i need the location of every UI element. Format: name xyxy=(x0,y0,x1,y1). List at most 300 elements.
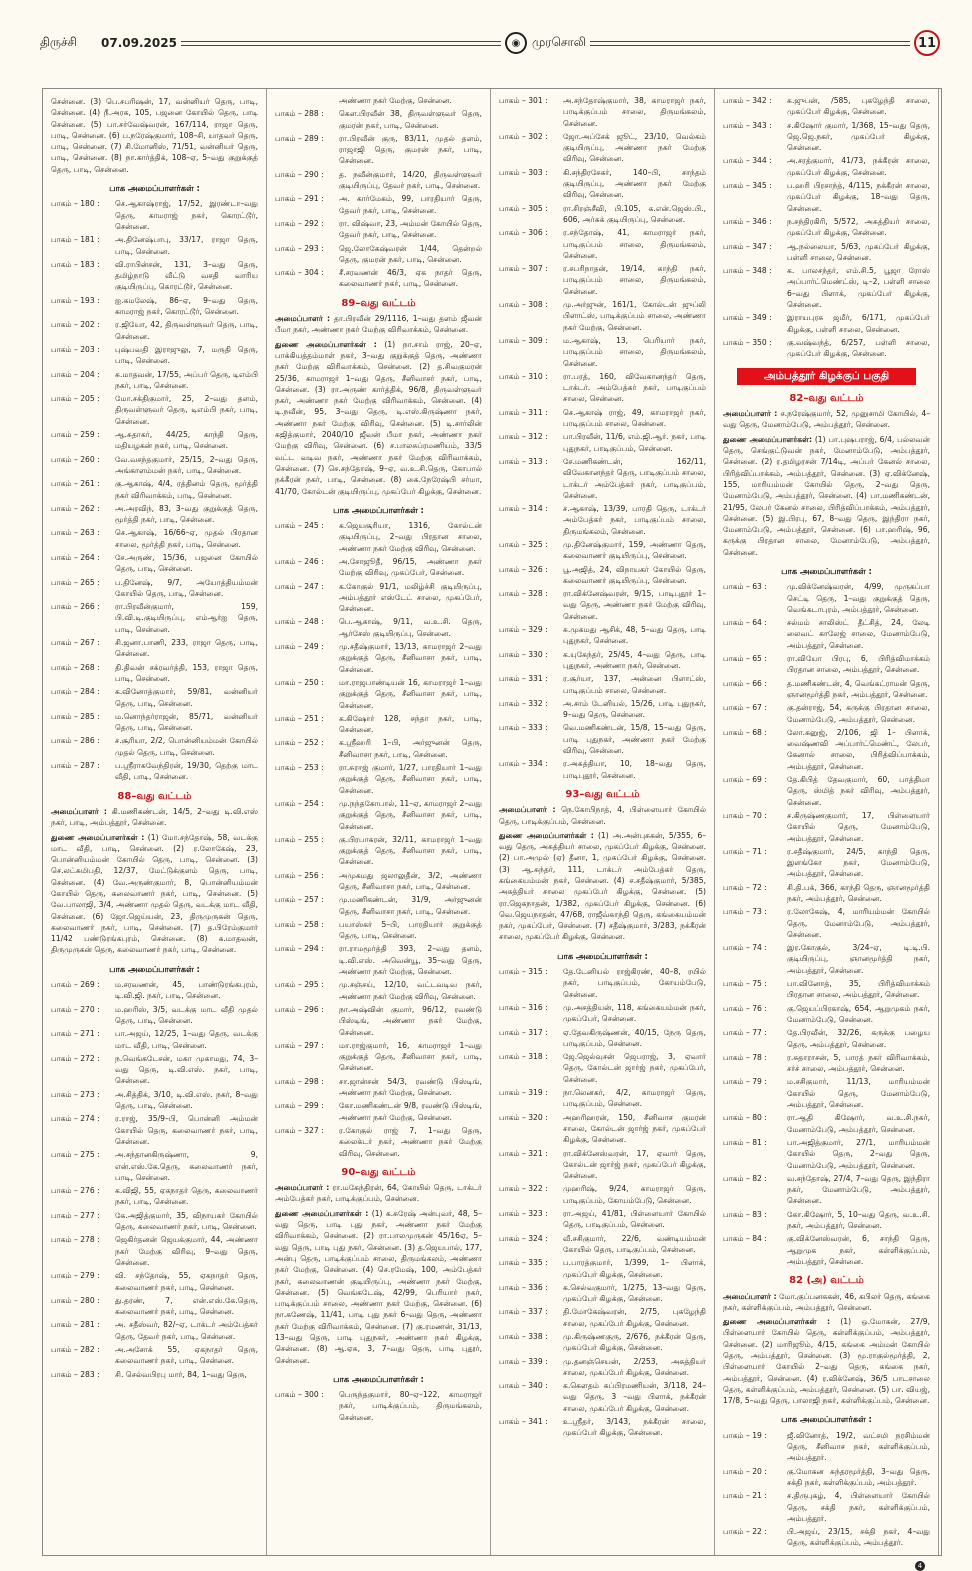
booth-organiser: பயாஸ்கர் 5–பி, பாரதியார் குறுக்குத் தெரு, பாடி, சென்னை. xyxy=(339,919,482,941)
booth-entry xyxy=(275,798,482,832)
booth-organiser: அ.சாம் டேனியல், 15/26, பாடி புதுநகர், 9–வது தெரு, சென்னை. xyxy=(563,698,706,720)
booth-number: பாகம் – 66 : xyxy=(723,678,767,688)
booth-number: பாகம் – 291 : xyxy=(275,194,324,204)
booth-entry xyxy=(499,131,706,165)
booth-entry xyxy=(499,1148,706,1182)
booth-entry xyxy=(275,218,482,241)
paragraph-text: (1) பா.புஷபராஜ், 6/4, பல்லவன் தெரு, செங்குட்டுவன் நகர், மேனாம்பேடு, அம்பத்தூர், சென்னை. (2) ர.தமிழரசன் 7/14டி, அப்பர் கேனல் சாலை, பிரித்விப்பாக்கம், அம்பத்தூர், சென்னை. (3) ஏ.விக்னேஷ், 155, மாரியம்மன் கோயில் தெரு, 2–வது தெரு, மேனாம்பேடு, அம்பத்தூர், சென்னை. (4) பா.மணிகண்டன், 21/95, லேபர் கேனல் சாலை, பிரித்விப்பாக்கம், அம்பத்தூர், சென்னை. (5) இ.பிரபு, 67, 8–வது தெரு, இந்திரா நகர், மேனாம்பேடு, அம்பத்தூர், சென்னை. (6) பா.ஹரிஷ், 96, கருக்கு பிரதான சாலை, மேனாம்பேடு, அம்பத்தூர், சென்னை. xyxy=(723,434,931,557)
booth-entry xyxy=(51,259,258,293)
booth-organiser: ச.கிருஷ்ணகுமார், 17, பிள்ளையார் கோயில் தெரு, மேனாம்பேடு, அம்பத்தூர், சென்னை. xyxy=(787,810,930,843)
role-label: துணை அமைப்பாளர்கள் : xyxy=(275,1208,369,1218)
page-number-badge: 11 xyxy=(914,30,940,56)
masthead-rule xyxy=(181,41,501,46)
booth-organiser: லோ.கனுஜ், 2/106, ஜி 1– பிளாக், வைஷ்ணவி அப்பார்ட்மெண்ட், லேபர், கேனால் சாலை, பிரித்விப்பாக்கம், அம்பத்தூர், சென்னை. xyxy=(787,727,930,771)
booth-number: பாகம் – 296 : xyxy=(275,1004,324,1014)
booth-number: பாகம் – 258 : xyxy=(275,919,324,929)
booth-entry xyxy=(275,834,482,868)
booth-organiser: சு.மாதவன், 17/55, அப்பர் தெரு, டிஎம்பி நகர், பாடி, சென்னை. xyxy=(115,369,258,390)
booth-number: பாகம் – 247 : xyxy=(275,581,324,591)
booth-entry xyxy=(723,120,930,154)
booth-number: பாகம் – 77 : xyxy=(723,1028,767,1038)
booth-entry xyxy=(723,1112,930,1135)
booth-organiser: பூ.அஜித், 24, விநாயகர் கோயில் தெரு, கலைவாணர் குடியிருப்பு, சென்னை. xyxy=(563,564,706,585)
booth-entry xyxy=(723,1137,930,1171)
booth-organiser: பி.அஜய், 23/15, சக்தி நகர், 4–வது தெரு, கள்ளிக்குப்பம், அம்பத்தூர். xyxy=(787,1527,930,1548)
column-1 xyxy=(43,89,267,1555)
ward-heading: 82 (அ) வட்டம் xyxy=(789,1275,864,1287)
booth-entry xyxy=(51,527,258,550)
booth-entry xyxy=(51,1149,258,1183)
booth-entry xyxy=(499,263,706,297)
booth-number: பாகம் – 349 : xyxy=(723,313,772,323)
booth-entry xyxy=(499,1356,706,1379)
booth-entry xyxy=(275,979,482,1002)
booth-entry xyxy=(723,810,930,844)
booth-number: பாகம் – 254 : xyxy=(275,798,324,808)
booth-entry xyxy=(275,713,482,736)
booth-number: பாகம் – 318 : xyxy=(499,1052,548,1062)
booth-number: பாகம் – 323 : xyxy=(499,1209,548,1219)
booth-organiser: ம.சசிகுமார், 11/13, மாரியம்மன் கோயில் தெரு, மேனாம்பேடு, அம்பத்தூர், சென்னை. xyxy=(787,1077,930,1110)
booth-number: பாகம் – 246 : xyxy=(275,556,324,566)
paragraph-text: (1) மோ.சந்தோஷ், 58, வடக்கு மாட வீதி, பாடி, சென்னை. (2) ர.லோகேஷ், 23, பொன்னியம்மன் கோயில் தெரு, பாடி, சென்னை. (3) செ.லட்சுமிபதி, 12/37, மேட்டுக்குளம் தெரு, பாடி, சென்னை. (4) வே.அருண்குமார், 8, பொன்னியம்மன் கோயில் தெரு, கலைவாணர் நகர், பாடி, சென்னை. (5) வே.பாலாஜி, 3/4, அண்ணா முதல் தெரு, வடக்கு மாட வீதி, சென்னை. (6) ஜோ.ஜெய்யன், 23, திருமுருகன் தெரு, கலைவாணர் நகர், பாடி, சென்னை. (7) த.பிரேம்குமார் 11/42 பண்டுரங்கபுரம், சென்னை. (8) க.மாதவன், திருமுருகன் தெரு, கலைவாணர் நகர், பாடி, சென்னை. xyxy=(51,832,259,955)
booth-number: பாகம் – 180 : xyxy=(51,199,100,209)
booth-entry xyxy=(275,133,482,167)
booth-organiser: சு.ஜுபன், /585, புகழேந்தி சாலை, முகப்பேர் கிழக்கு, சென்னை. xyxy=(787,96,930,117)
booth-entry xyxy=(723,241,930,264)
booth-organiser: ஐ.கமலேஷ், 86–ஏ, 9–வது தெரு, காமராஜ் நகர், கொரட்டூர், சென்னை. xyxy=(115,295,258,317)
booth-organiser: பா.அஜித்குமார், 27/1, மாரியம்மன் கோயில் தெரு, 2–வது தெரு, மேனாம்பேடு, அம்பத்தூர், சென்னை. xyxy=(787,1137,930,1170)
booth-entry xyxy=(499,1027,706,1050)
booth-organiser: ர.லோகேஷ், 4, மாரியம்மன் கோயில் தெரு, மேனாம்பேடு, அம்பத்தூர், சென்னை. xyxy=(787,907,930,939)
booth-number: பாகம் – 339 : xyxy=(499,1356,548,1366)
booth-number: பாகம் – 285 : xyxy=(51,711,100,721)
booth-entry xyxy=(275,641,482,675)
paragraph-text: சென்னை. (3) பெ.சபரிஷன், 17, வன்னியர் தெரு, பாடி, சென்னை. (4) நீ.அரசு, 105, பஜனை கோயில் தெரு, பாடி சென்னை. (5) பா.சர்வேஷ்வரன், 167/114, ராஜா தெரு, பாடி, சென்னை. (6) ப.நரேஷ்குமார், 108–சி, யாதவர் தெரு, பாடி, சென்னை. (7) சி.மோனிஸ், 71/51, வன்னியர் தெரு, பாடி, சென்னை. (8) நா.கார்த்திக், 108–ஏ, 5–வது குறுக்குத் தெரு, பாடி, சென்னை. xyxy=(51,97,258,174)
booth-organiser: கோ.கிஷோர், 5, 10–வது தெரு, வ.உ.சி. நகர், அம்பத்தூர், சென்னை. xyxy=(787,1209,930,1231)
booth-number: பாகம் – 332 : xyxy=(499,698,548,708)
booth-entry xyxy=(723,1173,930,1207)
booth-number: பாகம் – 268 : xyxy=(51,662,100,672)
booth-entry xyxy=(275,581,482,615)
booth-number: பாகம் – 335 : xyxy=(499,1258,548,1268)
booth-organiser: ரா.பிரவீன்குமார், 159, பி.வி.டி.குடியிருப்பு, எம்ஆர்ஐ தெரு, பாடி, சென்னை. xyxy=(115,602,258,634)
booth-number: பாகம் – 65 : xyxy=(723,654,767,664)
booth-organiser: ச.ஆகாஷ், 13/39, பாரதி தெரு, டாக்டர் அம்பேத்கர் நகர், பாடிகுப்பம் சாலை, திருமங்கலம், சென்னை. xyxy=(563,504,706,536)
booth-organiser: அ.அரவிந், 83, 3–வது குறுக்குத் தெரு, மூர்த்தி நகர், பாடி, சென்னை. xyxy=(115,503,258,525)
booth-organiser: ம.னொந்தர்ராஜன், 85/71, வன்னியர் தெரு, பாடி, சென்னை. xyxy=(115,711,258,733)
booth-organiser: சி.ஜனா.பாணி, 233, ராஜா தெரு, பாடி, சென்னை. xyxy=(115,638,258,659)
booth-number: பாகம் – 74 : xyxy=(723,943,767,953)
booth-entry xyxy=(499,1002,706,1025)
paragraph-text: (1) அ.அன்புசுகன், 5/355, 6–வது தெரு, அசுத்தியர் சாலை, முகப்பேர் கிழக்கு, சென்னை. (2) பா.அமுல் (ஏ) தீனா, 1, முகப்பேர் கிழக்கு, சென்னை. (3) ஆ.சுந்தர், 111, டாக்டர் அம்பேத்கர் தெரு, கங்கையம்மன் நகர், சென்னை. (4) ச.சதீஷ்குமார், 5/385, அசுத்தியர் சாலை முகப்பேர் கிழக்கு, சென்னை. (5) ரா.ஜெகநாதன், 1/382, முகப்பேர் கிழக்கு, சென்னை. (6) வெ.ஜெயநாதன், 47/68, ராஜீவ்காந்தி தெரு, கங்கையம்மன் நகர், முகப்பேர், சென்னை. (7) சதீஷ்குமார், 3/283, நக்கீரன் சாலை, முகப்பேர் கிழக்கு, சென்னை. xyxy=(499,830,707,942)
booth-number: பாகம் – 299 : xyxy=(275,1101,324,1111)
booth-number: பாகம் – 257 : xyxy=(275,895,324,905)
booth-number: பாகம் – 21 : xyxy=(723,1491,767,1501)
booth-organiser: ஜோ.அப்சேக் ஜூட், 23/10, வெல்கம் குடியிருப்பு, அண்ணா நகர் மேற்கு விரிவு, சென்னை. xyxy=(563,131,706,164)
booth-number: பாகம் – 347 : xyxy=(723,241,772,251)
booth-organiser: ர.சபரிநாதன், 19/14, காந்தி நகர், பாடிகுப்பம் சாலை, திருமங்கலம், சென்னை. xyxy=(563,264,706,296)
organiser-paragraph xyxy=(723,408,930,431)
booth-organiser: ர.ஜியோ, 42, திருவள்ளுவர் தெரு, பாடி, சென்னை. xyxy=(115,320,258,341)
role-label: அமைப்பாளர் : xyxy=(499,805,556,815)
organiser-paragraph xyxy=(51,96,258,175)
booth-entry xyxy=(499,1380,706,1414)
booth-entry xyxy=(51,979,258,1002)
booth-entry xyxy=(723,906,930,940)
booth-entry xyxy=(723,337,930,360)
booth-organiser: அ. சதீஸ்வர், 82/–ஏ, டாக்டர் அம்பேத்கர் தெரு, தேவர் நகர், பாடி, சென்னை. xyxy=(115,1320,258,1341)
booth-entry xyxy=(51,319,258,342)
booth-organiser: த.மணிகண்டன், 4, வெங்கட்ராமன் தெரு, ஞானமூர்த்தி நகர், அம்பத்தூர், சென்னை. xyxy=(787,678,930,699)
booth-organiser: நா.லெனகர், 4/2, காமராஜர் தெரு, பாடிகுப்பம், சென்னை. xyxy=(563,1088,706,1109)
booth-organiser: அஹரிஹரன், 150, சீனிவாச குமரன் சாலை, கோல்டன் ஜார்ஜ் நகர், முகப்பேர் கிழக்கு, சென்னை. xyxy=(563,1112,706,1145)
booth-number: பாகம் – 348 : xyxy=(723,266,772,276)
booth-entry xyxy=(51,478,258,501)
booth-number: பாகம் – 298 : xyxy=(275,1076,324,1086)
booth-entry xyxy=(275,169,482,192)
booth-entry xyxy=(51,1053,258,1087)
booth-entry xyxy=(723,216,930,239)
booth-entry xyxy=(275,762,482,796)
booth-number: பாகம் – 322 : xyxy=(499,1184,548,1194)
booth-number: பாகம் – 278 : xyxy=(51,1235,100,1245)
booth-number: பாகம் – 289 : xyxy=(275,133,324,143)
booth-entry xyxy=(499,673,706,696)
booth-entry xyxy=(275,1040,482,1074)
booth-organiser: பெருந்தகுமார், 80–ஏ–122, காமராஜர் நகர், பாடிக்குப்பம், திருமங்கலம், சென்னை. xyxy=(339,1390,482,1422)
booth-entry xyxy=(723,1209,930,1232)
booth-entry xyxy=(51,637,258,660)
booth-number: பாகம் – 328 : xyxy=(499,589,548,599)
booth-organiser: தி.மோகேஷ்வரன், 2/75, புகழேந்தி சாலை, முகப்பேர் கிழக்கு, சென்னை. xyxy=(563,1307,706,1328)
booth-organiser: தே.பிரவீன், 32/26, கருக்கு பழைய தெரு, அம்பத்தூர், சென்னை. xyxy=(787,1028,930,1049)
booth-entry xyxy=(51,1185,258,1208)
booth-entry xyxy=(499,1087,706,1110)
booth-number: பாகம் – 193 : xyxy=(51,295,100,305)
organiser-paragraph xyxy=(51,806,258,829)
booth-number: பாகம் – 76 : xyxy=(723,1003,767,1013)
booth-number: பாகம் – 344 : xyxy=(723,156,772,166)
booth-organiser: மு.சதீஷ்குமார், 13/13, காமராஜர் 2–வது குறுக்குத் தெரு, சீனிவாசா நகர், பாடி, சென்னை. xyxy=(339,642,482,674)
booth-organiser: கு.மோகன சுந்தரமூர்த்தி, 3–வது தெரு, சக்தி நகர், கள்ளிக்குப்பம், அம்பத்தூர். xyxy=(787,1466,930,1487)
booth-organiser: கோ.மணிகண்டன் 9/8, ரவண்டு பிஸ்டிங், அண்ணா நகர் மேற்கு, சென்னை. xyxy=(339,1101,482,1122)
booth-number: பாகம் – 68 : xyxy=(723,727,767,737)
booth-organiser: ரா.விக்னேஸ்வரன், 17, ஏவார் தெரு, கோல்டன் ஜார்ஜ் நகர், முகப்பேர் கிழக்கு, சென்னை. xyxy=(563,1148,706,1181)
booth-number: பாகம் – 297 : xyxy=(275,1040,324,1050)
booth-organiser: ந.சந்திரகிரி, 5/572, அசுத்தியர் சாலை, முகப்பேர் கிழக்கு, சென்னை. xyxy=(787,216,930,238)
booth-number: பாகம் – 81 : xyxy=(723,1137,767,1147)
booth-number: பாகம் – 341 : xyxy=(499,1417,548,1427)
corner-mark: 4 xyxy=(915,1561,925,1571)
booth-number: பாகம் – 75 : xyxy=(723,979,767,989)
booth-organiser: அ.சரத்குமார், 41/73, நக்கீரன் சாலை, முகப்பேர் கிழக்கு, சென்னை. xyxy=(787,156,930,177)
booth-entry xyxy=(275,1076,482,1099)
booth-organiser: க.வினோத்குமார், 59/81, வன்னியர் தெரு, பாடி, சென்னை. xyxy=(115,687,258,708)
booth-entry xyxy=(499,456,706,501)
booth-entry xyxy=(499,758,706,781)
article-body xyxy=(42,88,942,1570)
booth-entry xyxy=(499,588,706,622)
booth-number: பாகம் – 327 : xyxy=(275,1125,324,1135)
booth-organiser: செ.ஆகாஷ்ராஜ், 17/52, இரண்டா–வது தெரு, காமராஜ் நகர், கொரட்டூர், சென்னை. xyxy=(115,199,258,231)
booth-organiser: ரா.வியோ பிரபு, 6, பிரித்விமாக்கம் பிரதான சாலை, அம்பத்தூர், சென்னை. xyxy=(787,654,930,675)
ward-heading: 82–வது வட்டம் xyxy=(789,392,864,404)
booth-entry xyxy=(51,1004,258,1027)
booth-entry xyxy=(499,649,706,672)
booth-organiser: புஷ்பவதி இராஜுலு, 7, மருதி தெரு, பாடி, சென்னை. xyxy=(115,344,258,366)
booth-number: பாகம் – 274 : xyxy=(51,1114,100,1124)
booth-number: பாகம் – 314 : xyxy=(499,504,548,514)
booth-organiser: பெ.ஆகாஷ், 9/11, வ.உ.சி. தெரு, ஆர்சேஸ் குடியிருப்பு, சென்னை. xyxy=(339,617,482,638)
booth-organiser: அ. கார்மேகம், 99, பாரதியார் தெரு, தேவர் நகர், பாடி, சென்னை. xyxy=(339,194,482,215)
booth-entry xyxy=(723,653,930,676)
booth-organiser: மு.தினேஷ்குமார், 159, அண்ணா தெரு, கலைவாணர் குடியிருப்பு, சென்னை. xyxy=(563,539,706,561)
organiser-paragraph xyxy=(723,434,930,558)
paragraph-text: (1) நா.சாம் ராஜ், 20–ஏ, பாக்கியத்தம்மாள் நகர், 3–வது குறுக்குத் தெரு, அண்ணா நகர் மேற்கு விரிவாக்கம், சென்னை. (2) த.சிவகுமரன் 25/36, காமராஜர் 1–வது தெரு, சீனிவாசர் நகர், பாடி, சென்னை. (3) ரா.அருண் கார்த்திக், 96/8, திருவள்ளுவர் நகர், அண்ணா நகர் மேற்கு விரிவாக்கம், சென்னை. (4) டி.நவீன், 95, 3–வது தெரு, டி.எஸ்.கிருஷ்ணா நகர், அண்ணா நகர் மேற்கு விரிவு, சென்னை. (5) டி.சார்லின் சுஜித்குமார், 2040/10 ஜீவன் பீமா நகர், அண்ணா நகர் மேற்கு விரிவு, சென்னை. (6) ச.பாலசுப்ரமணியம், 33/5 வட்ட வடிவ நகர், அண்ணா நகர் மேற்கு விரிவாக்கம், சென்னை. (7) செ.சந்தோஷ், 9–ஏ, வ.உ.சி.தெரு, கோபால் நக்கீரன் நகர், பாடி, சென்னை. (8) கை.நேரேஷ்பி சர்மா, 41/70, கோல்டன் குடியிருப்பு, முகப்பேர் கிழக்கு, சென்னை. xyxy=(275,339,483,496)
booth-organiser: ச.சூரியா, 2/2, பொன்னியம்மன் கோயில் முதல் தெரு, பாடி, சென்னை. xyxy=(115,736,258,757)
booth-number: பாகம் – 205 : xyxy=(51,394,100,404)
booth-number: பாகம் – 202 : xyxy=(51,320,100,330)
booth-organiser: நா.அஷ்வின் குமார், 96/12, ரவண்டு பிஸ்டிங், அண்ணா நகர் மேற்கு, சென்னை. xyxy=(339,1004,482,1037)
booth-organiser: க.கௌதம் சுப்பிரமணியன், 3/118, 24–வது தெரு, 3 –வது பிளாக், நக்கீரன் சாலை, முகப்பேர் கிழக்கு, சென்னை. xyxy=(563,1381,706,1413)
booth-organiser: ரா.அஜய், 41/81, பிள்ளையார் கோயில் தெரு, பாடிகுப்பம், சென்னை. xyxy=(563,1209,706,1230)
booth-entry xyxy=(499,1331,706,1354)
booth-number: பாகம் – 303 : xyxy=(499,167,548,177)
role-label: துணை அமைப்பாளர்கள் : xyxy=(51,832,145,842)
booth-organiser: க.கிஷோர் 128, சந்தா நகர், பாடி, சென்னை. xyxy=(339,713,482,735)
booth-organiser: கு.பிரபாகரன், 32/11, காமராஜர் 1–வது குறுக்குத் தெரு, சீனிவாசா நகர், பாடி, சென்னை. xyxy=(339,834,482,867)
booth-organiser: வீ.சசிகுமார், 22/6, வண்டியம்மன் கோயில் தெரு, பாடிகுப்பம், சென்னை. xyxy=(563,1233,706,1254)
booth-number: பாகம் – 262 : xyxy=(51,503,100,513)
booth-number: பாகம் – 334 : xyxy=(499,759,548,769)
booth-number: பாகம் – 343 : xyxy=(723,120,772,130)
booth-number: பாகம் – 288 : xyxy=(275,109,324,119)
booth-entry xyxy=(275,108,482,131)
booth-number: பாகம் – 329 : xyxy=(499,625,548,635)
booth-entry xyxy=(499,1282,706,1305)
booth-number: பாகம் – 302 : xyxy=(499,131,548,141)
organiser-paragraph xyxy=(51,832,258,956)
booth-organiser: அண்ணா நகர் மேற்கு, சென்னை. xyxy=(339,96,452,105)
booth-entry xyxy=(499,722,706,756)
booth-organiser: ச.திருபுகழ், 4, பிள்ளையார் கோயில் தெரு, சக்தி நகர், கள்ளிக்குப்பம், அம்பத்தூர். xyxy=(787,1491,930,1523)
booth-entry xyxy=(51,344,258,367)
booth-number: பாகம் – 307 : xyxy=(499,264,548,274)
booth-entry xyxy=(723,1490,930,1524)
booth-entry xyxy=(723,882,930,905)
booth-organiser: முஹரிஷ், 9/24, காமராஜர் தெரு, பாடிகுப்பம், கோயம்பேடு, சென்னை. xyxy=(563,1184,706,1205)
booth-entry xyxy=(51,1295,258,1318)
booth-entry xyxy=(499,624,706,647)
booth-organiser: க.ஜெயசூரியா, 1316, கோல்டன் குடியிருப்பு, 2–வது பிரதான சாலை, அண்ணா நகர் மேற்கு விரிவு, சென்னை. xyxy=(339,521,482,553)
booth-entry xyxy=(499,966,706,1000)
section-subheading: பாக அமைப்பாளர்கள் : xyxy=(557,950,648,961)
ward-heading: 90–வது வட்டம் xyxy=(341,1166,416,1178)
booth-number: பாகம் – 265 : xyxy=(51,577,100,587)
booth-organiser: ப.ஹரி பிரசாந்த், 4/115, நக்கீரன் சாலை, முகப்பேர் கிழக்கு, 18–வது தெரு, சென்னை. xyxy=(787,181,930,213)
organiser-paragraph xyxy=(499,830,706,943)
role-label: துணை அமைப்பாளர்கள் : xyxy=(723,1317,831,1327)
booth-organiser: ஜே.ஜெல்வுசன் ஜெபராஜ், 3, ஏவார் தெரு, கோல்டன் ஜார்ஜ் நகர், முகப்பேர், சென்னை. xyxy=(563,1052,706,1084)
booth-organiser: ப.பாரத்குமார், 1/399, 1– பிளாக், முகப்பேர் கிழக்கு, சென்னை. xyxy=(563,1258,706,1279)
booth-number: பாகம் – 259 : xyxy=(51,430,100,440)
booth-number: பாகம் – 330 : xyxy=(499,649,548,659)
booth-number: பாகம் – 325 : xyxy=(499,539,548,549)
booth-number: பாகம் – 82 : xyxy=(723,1173,767,1183)
booth-number: பாகம் – 316 : xyxy=(499,1002,548,1012)
booth-number: பாகம் – 79 : xyxy=(723,1077,767,1087)
organiser-paragraph xyxy=(723,1291,930,1314)
booth-number: பாகம் – 181 : xyxy=(51,235,100,245)
booth-number: பாகம் – 261 : xyxy=(51,479,100,489)
organiser-paragraph xyxy=(275,1208,482,1366)
booth-entry xyxy=(499,1306,706,1329)
booth-entry xyxy=(499,1233,706,1256)
booth-number: பாகம் – 267 : xyxy=(51,638,100,648)
booth-number: பாகம் – 255 : xyxy=(275,834,324,844)
booth-number: பாகம் – 67 : xyxy=(723,703,767,713)
booth-number: பாகம் – 306 : xyxy=(499,228,548,238)
booth-organiser: அ.தினேஷ்பாபு, 33/17, ராஜா தெரு, பாடி, சென்னை. xyxy=(115,235,258,256)
booth-number: பாகம் – 300 : xyxy=(275,1390,324,1400)
booth-entry xyxy=(723,942,930,976)
booth-organiser: வி. சந்தோஷ், 55, ஏகநாதர் தெரு, கலைவாணர் நகர், பாடி, சென்னை. xyxy=(115,1271,258,1292)
booth-organiser: சு.முகமது ஆசிக், 48, 5–வது தெரு, பாடி புதுநகர், சென்னை. xyxy=(563,625,706,646)
booth-number: பாகம் – 310 : xyxy=(499,371,548,381)
booth-number: பாகம் – 338 : xyxy=(499,1331,548,1341)
booth-number: பாகம் – 248 : xyxy=(275,617,324,627)
booth-entry xyxy=(499,698,706,721)
booth-number: பாகம் – 84 : xyxy=(723,1234,767,1244)
booth-organiser: ரா.பரத், 160, விவேகானந்தர் தெரு, டாக்டர். அம்பேத்கர் நகர், பாடிகுப்பம் சாலை, சென்னை. xyxy=(563,371,706,404)
booth-entry xyxy=(51,577,258,600)
booth-number: பாகம் – 183 : xyxy=(51,259,100,269)
booth-number: பாகம் – 19 : xyxy=(723,1430,767,1440)
booth-organiser: ஆ.சுதாகர், 44/25, காந்தி தெரு, மதியழகன் நகர், பாடி, சென்னை. xyxy=(115,430,258,451)
booth-organiser: ந.வெங்கடேசன், மகா முகாமது, 74, 3–வது தெரு, டி.வி.எஸ். நகர், பாடி, சென்னை. xyxy=(115,1053,258,1086)
booth-number: பாகம் – 292 : xyxy=(275,218,324,228)
booth-entry xyxy=(51,295,258,318)
booth-entry xyxy=(51,662,258,685)
booth-organiser: ர.அசுத்தியா, 10, 18–வது தெரு, பாடிபுதூர், சென்னை. xyxy=(563,759,706,780)
booth-number: பாகம் – 321 : xyxy=(499,1148,548,1158)
booth-entry xyxy=(723,774,930,808)
booth-organiser: க.ஸ்ரீஹரி 1–பி, அர்ஜுனன் தெரு, சீனிவாசா நகர், பாடி, சென்னை. xyxy=(339,738,482,759)
booth-number: பாகம் – 280 : xyxy=(51,1295,100,1305)
booth-entry xyxy=(51,686,258,709)
booth-organiser: வ.சந்தோஷ், 27/4, 7–வது தெரு, இந்திரா நகர், மேனாம்பேடு, அம்பத்தூர், சென்னை. xyxy=(787,1173,930,1206)
booth-number: பாகம் – 63 : xyxy=(723,582,767,592)
booth-entry xyxy=(499,1208,706,1231)
role-label: அமைப்பாளர் : xyxy=(723,1291,777,1301)
booth-organiser: மு.தனஞ்செயன், 2/253, அசுத்தியர் சாலை, முகப்பேர் கிழக்கு, சென்னை. xyxy=(563,1356,706,1377)
booth-entry xyxy=(723,1430,930,1464)
role-label: அமைப்பாளர் : xyxy=(51,806,107,816)
booth-organiser: த. நவீன்குமார், 14/20, திருவள்ளுவர் குடியிருப்பு, தேவர் நகர், பாடி, சென்னை. xyxy=(339,169,482,191)
paper-name: முரசொலி xyxy=(531,35,586,49)
booth-organiser: பா.பிரவீன், 11/6, எம்.ஜி.ஆர். நகர், பாடி புதுநகர், பாடிகுப்பம், சென்னை. xyxy=(563,432,706,453)
booth-entry xyxy=(723,846,930,880)
booth-entry xyxy=(51,1270,258,1293)
booth-organiser: க.செல்வகுமார், 1/275, 13–வது தெரு, முகப்பேர் கிழக்கு, சென்னை. xyxy=(563,1282,706,1304)
booth-number: பாகம் – 72 : xyxy=(723,882,767,892)
booth-entry xyxy=(275,1004,482,1038)
booth-organiser: சல்மம் சாலிஸ்ட் தீட்சித், 24, லேடி லைவட் காலேஜ் சாலை, மேனாம்பேடு, அம்பத்தூர், சென்னை. xyxy=(787,618,930,650)
section-subheading: பாக அமைப்பாளர்கள் : xyxy=(109,963,200,974)
booth-number: பாகம் – 287 : xyxy=(51,761,100,771)
booth-entry xyxy=(51,1319,258,1342)
booth-organiser: க.விஜி, 55, ஏகநாதர் தெரு, கலைவாணர் நகர், பாடி, சென்னை. xyxy=(115,1186,258,1207)
booth-entry xyxy=(723,1027,930,1050)
booth-organiser: அ.சோஜூதீ, 96/15, அண்ணா நகர் மேற்கு விரிவு, முகப்பேர், சென்னை. xyxy=(339,556,482,578)
booth-entry xyxy=(499,95,706,129)
booth-number: பாகம் – 313 : xyxy=(499,456,548,466)
paragraph-text: மோ.குப்பனசுகன், 46, கபிலர் தெரு, கங்கை நகர், கள்ளிக்குப்பம், அம்பத்தூர், சென்னை. xyxy=(723,1291,930,1312)
booth-number: பாகம் – 309 : xyxy=(499,335,548,345)
booth-number: பாகம் – 345 : xyxy=(723,181,772,191)
booth-entry xyxy=(499,1416,706,1439)
paragraph-text: கி.மணிகண்டன், 14/5, 2–வது டி.வி.எஸ் நகர், பாடி, அம்பத்தூர், சென்னை. xyxy=(51,806,258,828)
booth-organiser: ஜெ.லோகேஷ்வரன் 1/44, தென்றல் தெரு, குமரன் நகர், பாடி, சென்னை. xyxy=(339,243,482,264)
booth-organiser: மா.ராஜபாண்டியன் 16, காமராஜர் 1–வது குறுக்குத் தெரு, சீனிவாசா நகர், பாடி, சென்னை. xyxy=(339,677,482,710)
booth-number: பாகம் – 256 : xyxy=(275,870,324,880)
booth-entry xyxy=(275,1125,482,1159)
booth-entry xyxy=(51,760,258,783)
booth-number: பாகம் – 324 : xyxy=(499,1233,548,1243)
booth-number: பாகம் – 312 : xyxy=(499,432,548,442)
booth-organiser: கு.ஆகாஷ், 4/4, ரத்தினம் தெரு, மூர்த்தி நகர் விரிவாக்கம், பாடி, சென்னை. xyxy=(115,479,258,500)
booth-entry xyxy=(51,1089,258,1112)
booth-number: பாகம் – 305 : xyxy=(499,203,548,213)
booth-number: பாகம் – 276 : xyxy=(51,1186,100,1196)
booth-number: பாகம் – 253 : xyxy=(275,763,324,773)
booth-entry xyxy=(275,919,482,942)
booth-number: பாகம் – 284 : xyxy=(51,687,100,697)
booth-entry xyxy=(275,870,482,893)
booth-organiser: அ.சந்தானகிருஷ்ணா, 9, என்.எஸ்.கே.தெரு, கலைவாணர் நகர், பாடி, சென்னை. xyxy=(115,1150,258,1182)
booth-entry xyxy=(723,581,930,615)
booth-entry xyxy=(275,520,482,554)
booth-number: பாகம் – 64 : xyxy=(723,618,767,628)
section-subheading: பாக அமைப்பாளர்கள் : xyxy=(333,1373,424,1384)
booth-entry xyxy=(723,1526,930,1549)
booth-organiser: அ.சித்திக், 3/10, டி.வி.எஸ். நகர், 8–வது தெரு, பாடி, சென்னை. xyxy=(115,1089,258,1111)
booth-entry xyxy=(275,677,482,711)
booth-entry xyxy=(499,227,706,261)
booth-entry xyxy=(275,894,482,917)
booth-entry xyxy=(275,267,482,290)
ward-heading: 93–வது வட்டம் xyxy=(565,788,640,800)
booth-number: பாகம் – 73 : xyxy=(723,907,767,917)
booth-number: பாகம் – 83 : xyxy=(723,1209,767,1219)
booth-entry xyxy=(499,431,706,454)
booth-entry xyxy=(51,1028,258,1051)
edition-city: திருச்சி xyxy=(40,35,77,49)
booth-number xyxy=(275,95,339,106)
paragraph-text: (1) க.சுரேஷ் அன்புவர், 48, 5–வது தெரு, பாடி புது நகர், அண்ணா நகர் மேற்கு விரிவாக்கம், சென்னை. (2) ரா.பாலமுருகன் 45/16ஏ, 5–வது தெரு, பாடி புது நகர், சென்னை. (3) த.ஜெயபால், 177, அன்பு தெரு, பாடிக்குப்பம் சாலை, திருமங்கலம், அண்ணா நகர் மேற்கு, சென்னை. (4) செ.ரமேஷ், 100, அம்பேத்கர் நகர், கலைவாணன் குடியிருப்பு, அண்ணா நகர் மேற்கு, சென்னை. (5) வெங்கடேஷ், 42/99, பெரியார் நகர், பாடிக்குப்பம் சாலை, அண்ணா நகர் மேற்கு, சென்னை. (6) நா.கணேஷ், 11/41, பாடி புது நகர் 6–வது தெரு, அண்ணா நகர் மேற்கு விரிவாக்கம், சென்னை. (7) கு.ரமணன், 31/13, 13–வது தெரு, பாடி புதுநகர், அண்ணா நகர் கிழக்கு, சென்னை. (8) ஆ.ஏசு, 3, 7–வது தெரு, பாடி புதூர், சென்னை. xyxy=(275,1208,483,1365)
organiser-paragraph xyxy=(499,804,706,827)
booth-organiser: தி.திவன் சக்ரவர்த்தி, 153, ராஜா தெரு, பாடி, சென்னை. xyxy=(115,662,258,683)
booth-number: பாகம் – 251 : xyxy=(275,713,324,723)
booth-number: பாகம் – 264 : xyxy=(51,552,100,562)
murasoli-drum-icon: ◉ xyxy=(505,32,527,54)
booth-organiser: ரா. விஷ்வா, 23, அம்மன் கோயில் தெரு, தேவர் நகர், பாடி, சென்னை. xyxy=(339,218,482,240)
booth-entry xyxy=(51,711,258,734)
booth-organiser: கு.ஜெயப்பிரகாஷ், 654, ஆறுமுகம் நகர், மேனாம்பேடு, சென்னை. xyxy=(787,1003,930,1024)
booth-organiser: ம.ஹரிஸ், 3/5, வடக்கு மாட வீதி முதல் தெரு, பாடி, சென்னை. xyxy=(115,1004,258,1025)
booth-number: பாகம் – 71 : xyxy=(723,846,767,856)
